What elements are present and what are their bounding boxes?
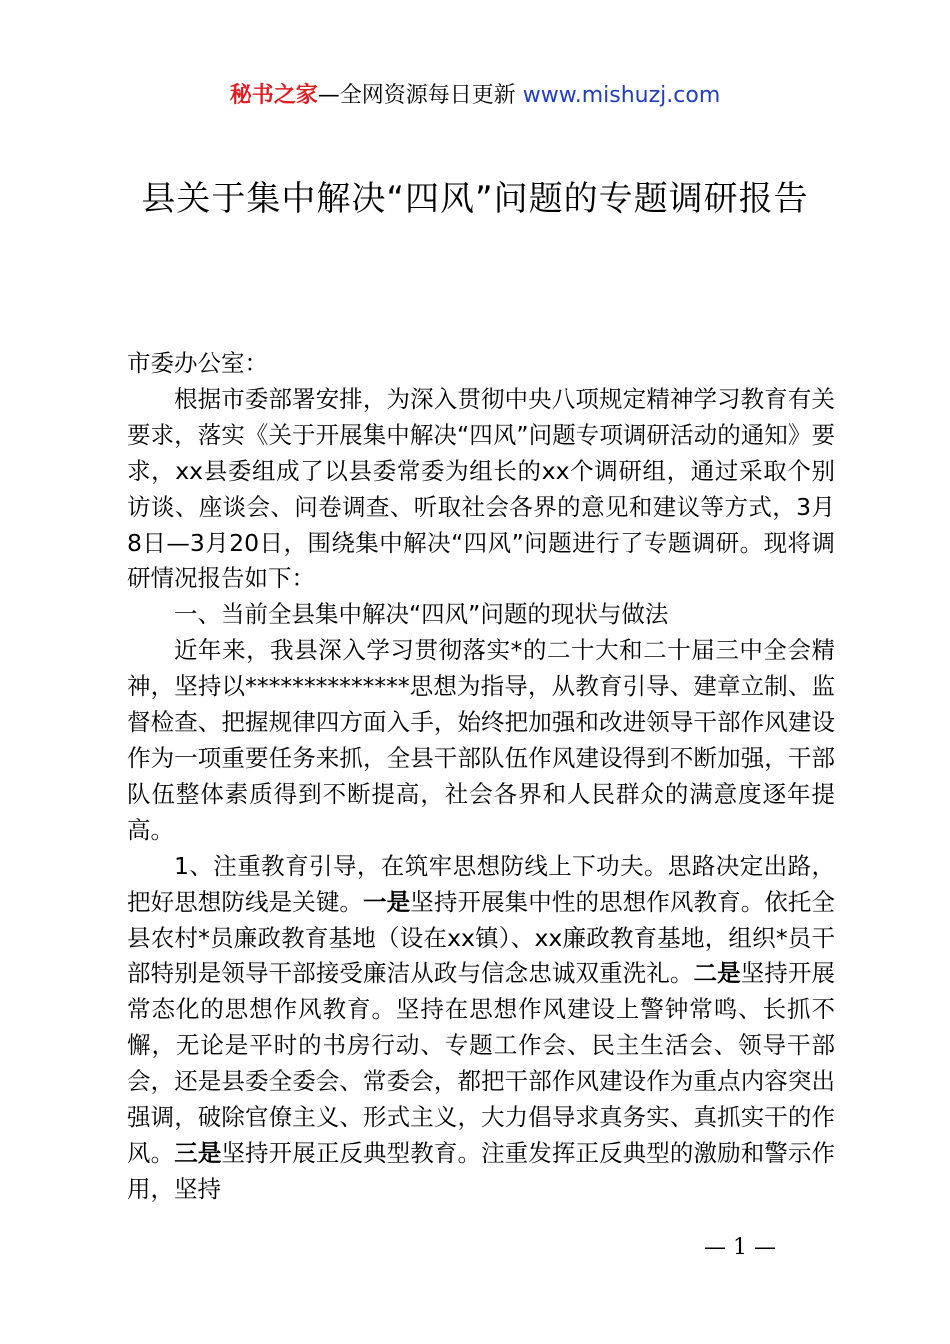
site-url-link[interactable]: www.mishuzj.com: [522, 83, 721, 108]
site-brand: 秘书之家: [229, 83, 318, 108]
salutation: 市委办公室：: [127, 349, 268, 377]
site-header: [0, 80, 950, 112]
point-text: 坚持开展集中性的思想作风教育。依托全县农村*员廉政教育基地（设在xx镇）、xx廉政教育基地，组织*员干部特别是领导干部接受廉洁从政与信念忠诚双重洗礼。: [127, 887, 836, 988]
section-heading: 一、当前全县集中解决“四风”问题的现状与做法: [174, 600, 669, 629]
point-lead: 1、注重教育引导，在筑牢思想防线上下功夫。思路决定出路，把好思想防线是关键。: [127, 851, 835, 916]
document-title: 县关于集中解决“四风”问题的专题调研报告: [141, 179, 809, 219]
intro-paragraph: 根据市委部署安排，为深入贯彻中央八项规定精神学习教育有关要求，落实《关于开展集中解决“四风”问题专项调研活动的通知》要求，xx县委组成了以县委常委为组长的xx个调研组，通过采取个别访谈、座谈会、问卷调查、听取社会各界的意见和建议等方式，3月8日—3月20日，围绕集中解决“四风”问题进行了专题调研。现将调研情况报告如下：: [127, 384, 835, 593]
point-text: 坚持开展常态化的思想作风教育。坚持在思想作风建设上警钟常鸣、长抓不懈，无论是平时的书房行动、专题工作会、民主生活会、领导干部会，还是县委全委会、常委会，都把干部作风建设作为重点内容突出强调，破除官僚主义、形式主义，大力倡导求真务实、真抓实干的作风。: [127, 959, 836, 1167]
point-marker: 一是: [363, 887, 411, 916]
point-paragraph: [127, 849, 835, 1208]
document-body: [127, 346, 835, 1208]
point-marker: 二是: [693, 959, 741, 988]
site-tagline: —全网资源每日更新: [317, 83, 516, 108]
point-marker: 三是: [174, 1138, 222, 1167]
page-number: — 1 —: [704, 1235, 776, 1260]
section-paragraph: 近年来，我县深入学习贯彻落实*的二十大和二十届三中全会精神，坚持以**************思想为指导，从教育引导、建章立制、监督检查、把握规律四方面入手，始终把加强和改进领导干部作风建设作为一项重要任务来抓，全县干部队伍作风建设得到不断加强，干部队伍整体素质得到不断提高，社会各界和人民群众的满意度逐年提高。: [127, 636, 835, 844]
point-text: 坚持开展正反典型教育。注重发挥正反典型的激励和警示作用，坚持: [127, 1138, 836, 1203]
